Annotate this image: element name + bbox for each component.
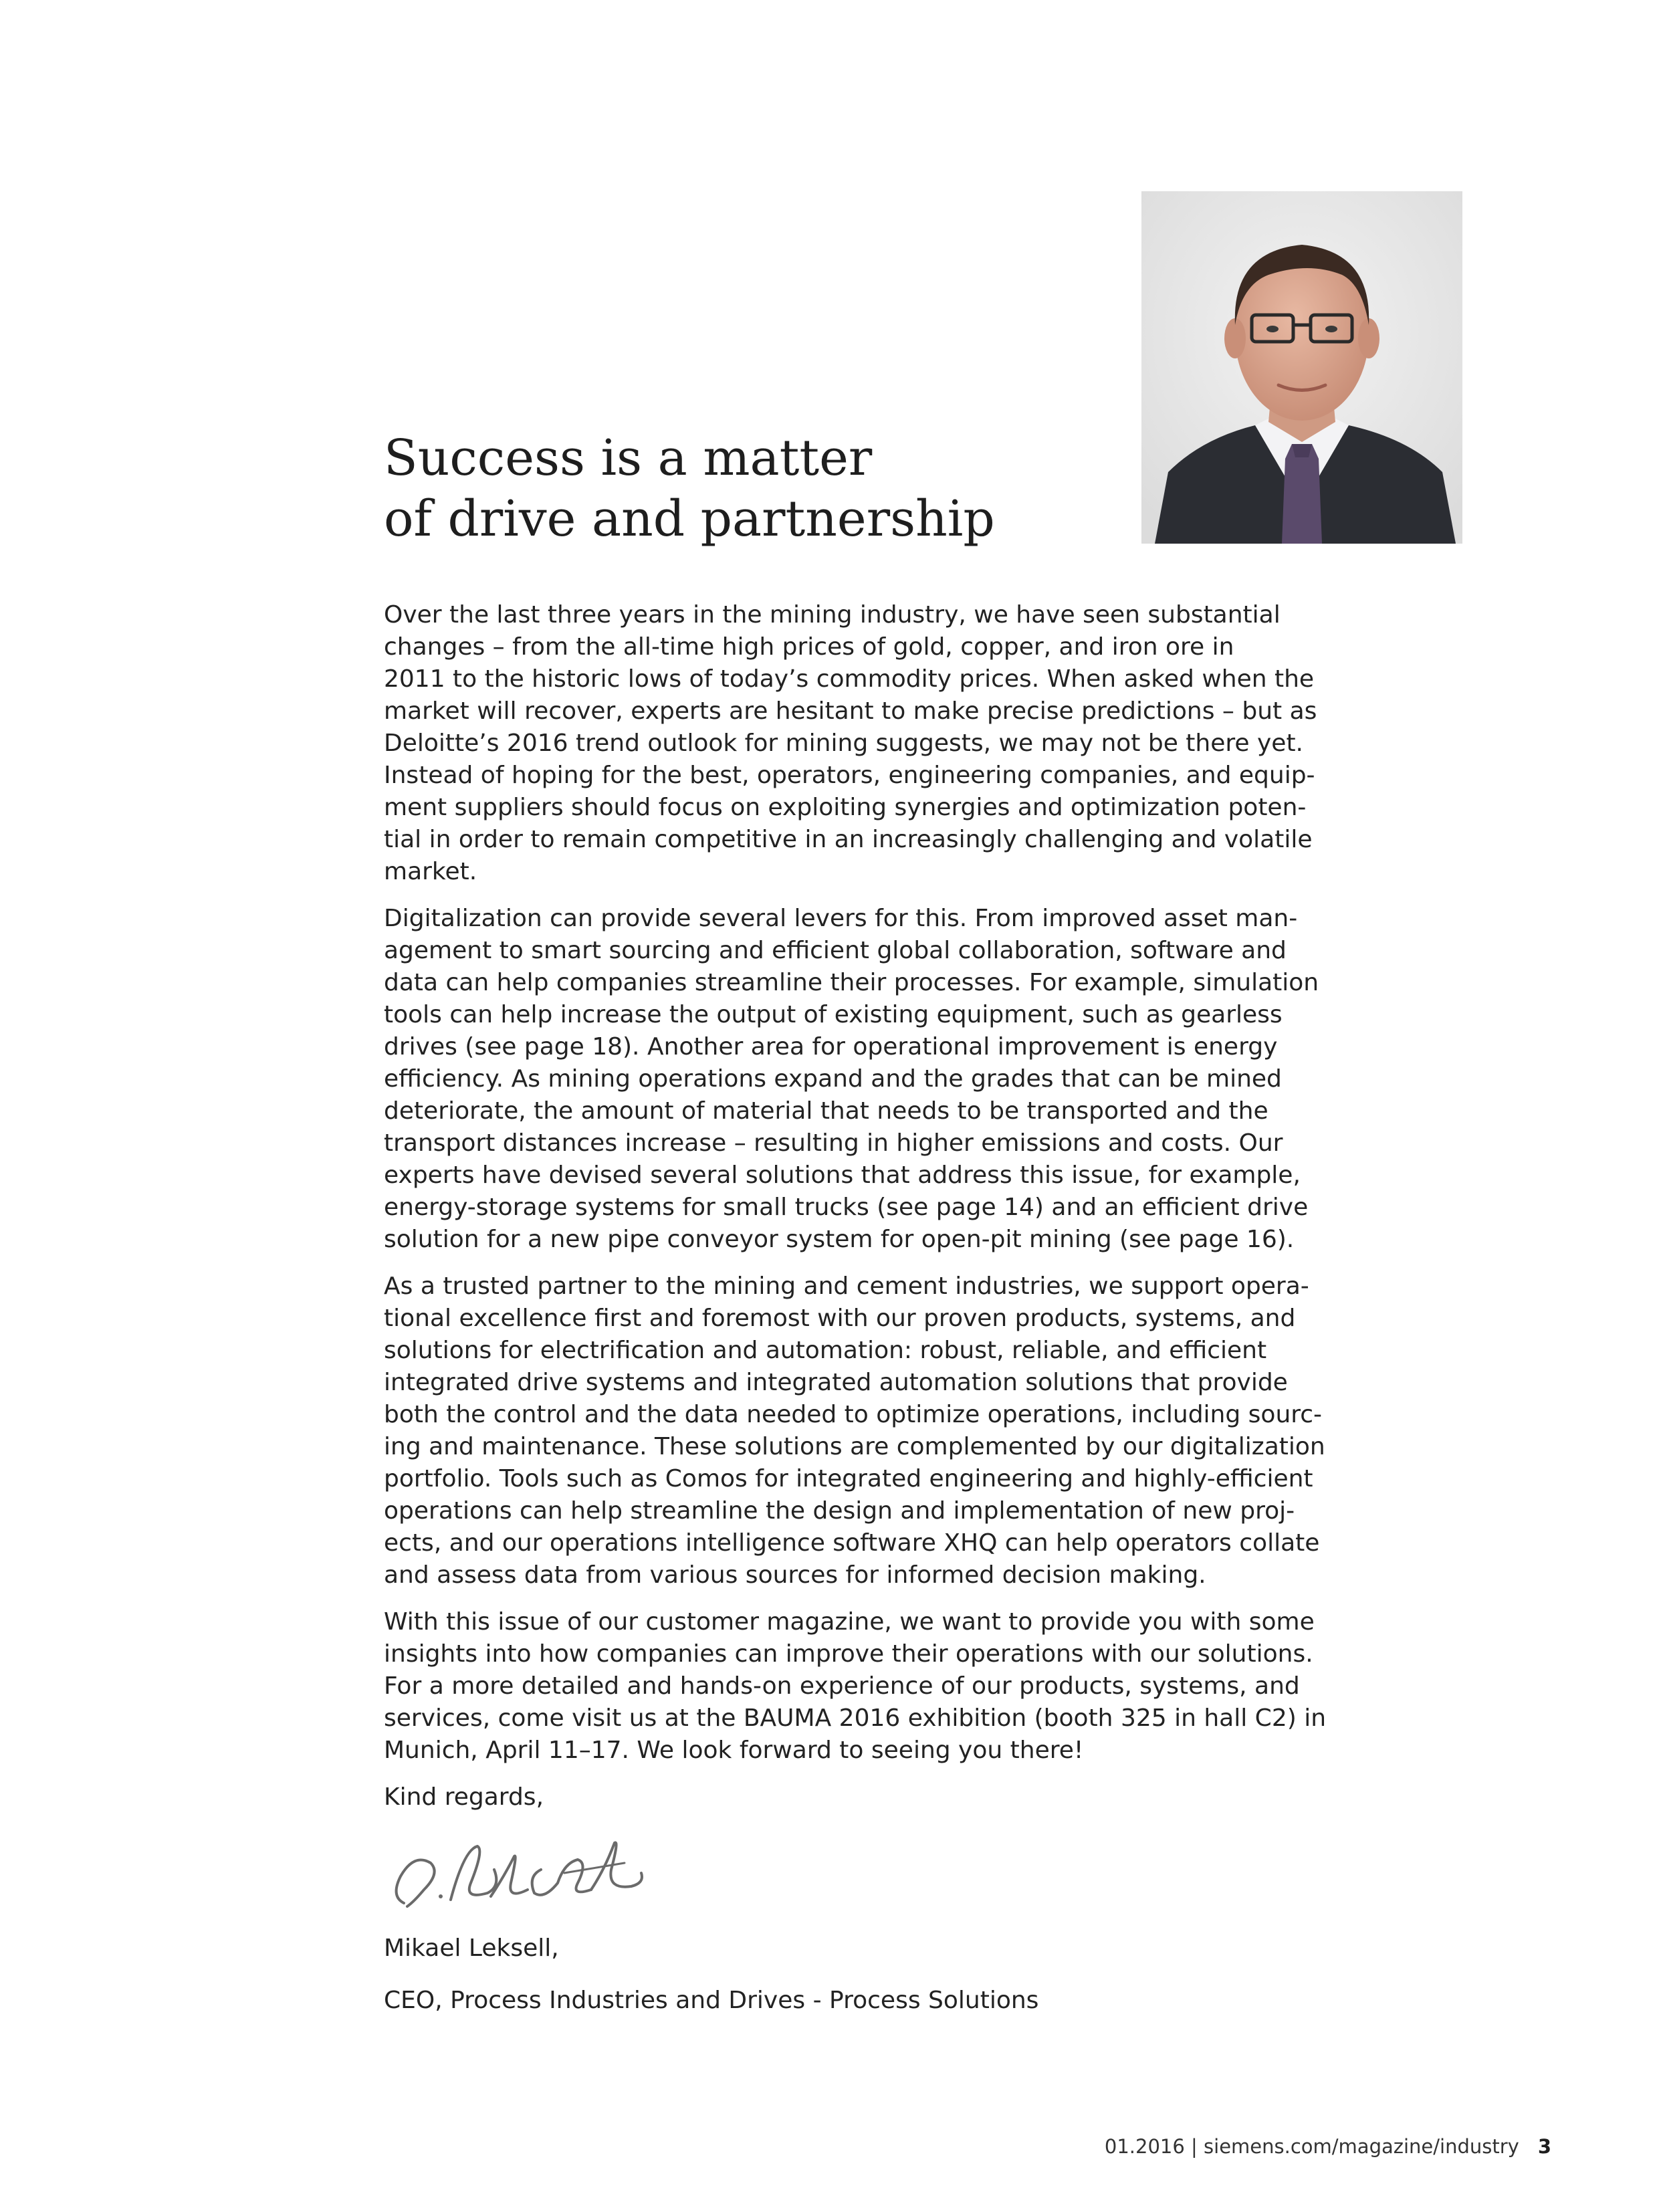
text-line: ment suppliers should focus on exploiting synergies and optimization poten-	[384, 794, 1307, 821]
page-number: 3	[1537, 2135, 1551, 2158]
text-line: ing and maintenance. These solutions are complemented by our digitalization	[384, 1433, 1325, 1460]
signer-title: CEO, Process Industries and Drives - Process Solutions	[384, 1987, 1039, 2014]
text-line: Digitalization can provide several levers for this. From improved asset man-	[384, 905, 1298, 932]
paragraph	[384, 599, 1317, 888]
text-line: deteriorate, the amount of material that needs to be transported and the	[384, 1097, 1268, 1125]
text-line: data can help companies streamline their processes. For example, simulation	[384, 969, 1319, 996]
text-line: portfolio. Tools such as Comos for integrated engineering and highly-efficient	[384, 1465, 1313, 1492]
text-line: ects, and our operations intelligence software XHQ can help operators collate	[384, 1529, 1320, 1557]
text-line: market.	[384, 858, 477, 885]
text-line: agement to smart sourcing and efficient global collaboration, software and	[384, 937, 1287, 964]
text-line: and assess data from various sources for informed decision making.	[384, 1561, 1206, 1589]
headline-line: of drive and partnership	[384, 490, 995, 548]
text-line: efficiency. As mining operations expand and the grades that can be mined	[384, 1065, 1282, 1093]
text-line: energy-storage systems for small trucks (see page 14) and an efficient drive	[384, 1194, 1309, 1221]
text-line: tial in order to remain competitive in an increasingly challenging and volatile	[384, 826, 1313, 853]
text-line: With this issue of our customer magazine, we want to provide you with some	[384, 1608, 1315, 1636]
text-line: For a more detailed and hands-on experience of our products, systems, and	[384, 1672, 1300, 1700]
text-line: market will recover, experts are hesitant to make precise predictions – but as	[384, 697, 1317, 725]
closing-salutation: Kind regards,	[384, 1783, 544, 1811]
paragraph	[384, 1606, 1327, 1767]
handwritten-signature-icon	[377, 1823, 658, 1923]
text-line: Instead of hoping for the best, operators, engineering companies, and equip-	[384, 762, 1315, 789]
text-line: Deloitte’s 2016 trend outlook for mining suggests, we may not be there yet.	[384, 730, 1303, 757]
text-line: Munich, April 11–17. We look forward to seeing you there!	[384, 1737, 1084, 1764]
text-line: 2011 to the historic lows of today’s commodity prices. When asked when the	[384, 665, 1315, 693]
portrait-photo-icon	[1141, 191, 1462, 544]
paragraph	[384, 903, 1319, 1256]
text-line: solution for a new pipe conveyor system for open-pit mining (see page 16).	[384, 1226, 1295, 1253]
author-portrait-photo	[1141, 191, 1462, 544]
text-line: insights into how companies can improve their operations with our solutions.	[384, 1640, 1313, 1668]
text-line: drives (see page 18). Another area for operational improvement is energy	[384, 1033, 1278, 1061]
text-line: solutions for electrification and automation: robust, reliable, and efficient	[384, 1337, 1267, 1364]
signer-name: Mikael Leksell,	[384, 1934, 559, 1962]
text-line: transport distances increase – resulting in higher emissions and costs. Our	[384, 1129, 1283, 1157]
paragraph	[384, 1270, 1325, 1591]
text-line: experts have devised several solutions that address this issue, for example,	[384, 1162, 1301, 1189]
text-line: tional excellence first and foremost with our proven products, systems, and	[384, 1305, 1296, 1332]
editorial-body	[384, 599, 1327, 2017]
page-footer	[1105, 2133, 1551, 2160]
text-line: both the control and the data needed to optimize operations, including sourc-	[384, 1401, 1323, 1428]
text-line: tools can help increase the output of existing equipment, such as gearless	[384, 1001, 1283, 1028]
text-line: operations can help streamline the design and implementation of new proj-	[384, 1497, 1295, 1525]
text-line: services, come visit us at the BAUMA 2016 exhibition (booth 325 in hall C2) in	[384, 1704, 1327, 1732]
text-line: changes – from the all-time high prices of gold, copper, and iron ore in	[384, 633, 1234, 661]
footer-issue-url: 01.2016 | siemens.com/magazine/industry	[1104, 2135, 1519, 2158]
headline-line: Success is a matter	[384, 429, 873, 487]
article-headline	[384, 428, 1133, 550]
text-line: integrated drive systems and integrated automation solutions that provide	[384, 1369, 1288, 1396]
text-line: Over the last three years in the mining industry, we have seen substantial	[384, 601, 1281, 629]
text-line: As a trusted partner to the mining and cement industries, we support opera-	[384, 1273, 1309, 1300]
